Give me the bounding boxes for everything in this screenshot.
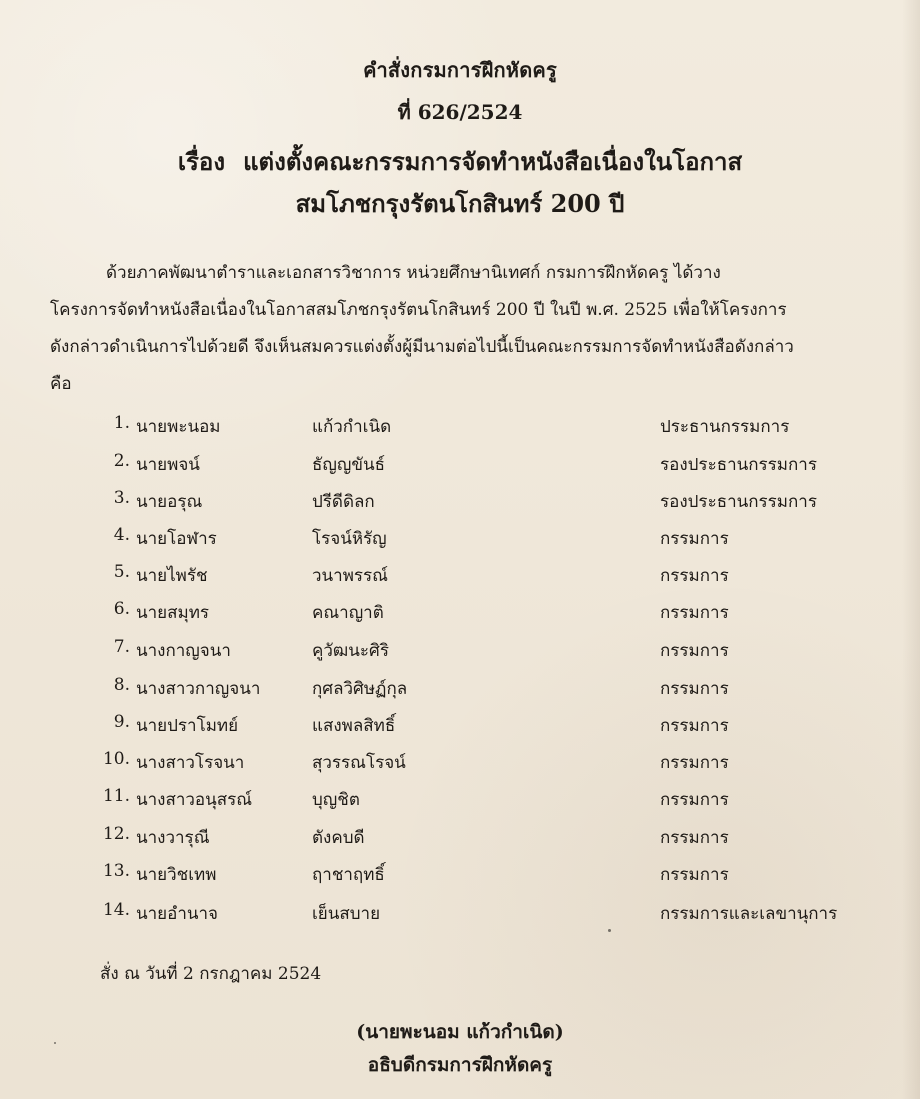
member-number: 10. — [102, 749, 130, 769]
member-name: นายวิชเทพ — [136, 865, 217, 885]
member-surname: ปรีดีดิลก — [312, 492, 375, 512]
member-number: 5. — [113, 562, 130, 582]
member-surname: โรจน์หิรัญ — [312, 529, 387, 549]
member-surname: ฤาชาฤทธิ์ — [312, 865, 385, 885]
subject-line — [0, 142, 920, 181]
signatory-name: (นายพะนอม แก้วกำเนิด) — [356, 1021, 564, 1043]
member-name: นายสมุทร — [136, 603, 210, 623]
committee-row — [0, 675, 920, 705]
member-surname: กุศลวิศิษฏ์กุล — [312, 679, 408, 699]
member-role: กรรมการ — [660, 716, 729, 736]
committee-row — [0, 451, 920, 481]
committee-row — [0, 637, 920, 667]
subject-prefix: เรื่อง — [177, 147, 226, 176]
member-name: นายพจน์ — [136, 455, 200, 475]
member-name: นางสาวกาญจนา — [136, 679, 261, 699]
member-surname: ตังคบดี — [312, 828, 365, 848]
document-title: คำสั่งกรมการฝึกหัดครู — [363, 58, 557, 82]
member-name: นางกาญจนา — [136, 641, 231, 661]
member-name: นางวารุณี — [136, 828, 210, 848]
member-number: 3. — [113, 488, 130, 508]
member-role: กรรมการ — [660, 641, 729, 661]
member-name: นายไพรัช — [136, 566, 208, 586]
member-role: กรรมการ — [660, 679, 729, 699]
member-role: กรรมการ — [660, 529, 729, 549]
member-number: 6. — [113, 599, 130, 619]
member-surname: แสงพลสิทธิ์ — [312, 716, 396, 736]
member-role: กรรมการ — [660, 790, 729, 810]
committee-row — [0, 525, 920, 555]
body-paragraph-line-2: โครงการจัดทำหนังสือเนื่องในโอกาสสมโภชกรุงรัตนโกสินทร์ 200 ปี ในปี พ.ศ. 2525 เพื่อให้โครงการ — [50, 300, 787, 320]
member-name: นายพะนอม — [136, 417, 221, 437]
subject-text-line-2: สมโภชกรุงรัตนโกสินทร์ 200 ปี — [295, 189, 625, 218]
member-role: กรรมการ — [660, 603, 729, 623]
subject-text-line-1: แต่งตั้งคณะกรรมการจัดทำหนังสือเนื่องในโอกาส — [243, 147, 743, 176]
member-surname: วนาพรรณ์ — [312, 566, 388, 586]
member-name: นายปราโมทย์ — [136, 716, 239, 736]
member-name: นายโอฬาร — [136, 529, 217, 549]
committee-row — [0, 824, 920, 854]
member-surname: แก้วกำเนิด — [312, 417, 392, 437]
member-number: 4. — [113, 525, 130, 545]
member-role: กรรมการ — [660, 566, 729, 586]
order-date: สั่ง ณ วันที่ 2 กรกฎาคม 2524 — [100, 964, 322, 984]
committee-row — [0, 413, 920, 443]
member-surname: ธัญญขันธ์ — [312, 455, 385, 475]
member-name: นางสาวโรจนา — [136, 753, 245, 773]
member-surname: บุญชิต — [312, 790, 360, 810]
member-role: ประธานกรรมการ — [660, 417, 790, 437]
member-role: กรรมการและเลขานุการ — [660, 904, 838, 924]
member-number: 9. — [113, 712, 130, 732]
member-surname: คูวัฒนะศิริ — [312, 641, 389, 661]
member-number: 8. — [113, 675, 130, 695]
member-surname: สุวรรณโรจน์ — [312, 753, 406, 773]
committee-row — [0, 861, 920, 891]
body-paragraph-line-3: ดังกล่าวดำเนินการไปด้วยดี จึงเห็นสมควรแต่งตั้งผู้มีนามต่อไปนี้เป็นคณะกรรมการจัดทำหนังสือดังกล่าว — [50, 337, 794, 357]
member-name: นายอำนาจ — [136, 904, 219, 924]
committee-row — [0, 488, 920, 518]
body-paragraph-line-1: ด้วยภาคพัฒนาตำราและเอกสารวิชาการ หน่วยศึกษานิเทศก์ กรมการฝึกหัดครู ได้วาง — [106, 263, 721, 283]
member-role: รองประธานกรรมการ — [660, 455, 817, 475]
member-surname: เย็นสบาย — [312, 904, 381, 924]
member-number: 14. — [102, 900, 130, 920]
committee-row — [0, 599, 920, 629]
member-role: กรรมการ — [660, 753, 729, 773]
signatory-title: อธิบดีกรมการฝึกหัดครู — [367, 1054, 553, 1076]
member-surname: คณาญาติ — [312, 603, 384, 623]
member-role: กรรมการ — [660, 828, 729, 848]
member-name: นายอรุณ — [136, 492, 203, 512]
committee-row — [0, 562, 920, 592]
member-name: นางสาวอนุสรณ์ — [136, 790, 253, 810]
member-number: 1. — [113, 413, 130, 433]
member-role: กรรมการ — [660, 865, 729, 885]
member-number: 7. — [113, 637, 130, 657]
member-role: รองประธานกรรมการ — [660, 492, 817, 512]
member-number: 12. — [102, 824, 130, 844]
member-number: 11. — [102, 786, 130, 806]
committee-row — [0, 749, 920, 779]
order-number: ที่ 626/2524 — [397, 100, 523, 124]
committee-row — [0, 712, 920, 742]
committee-row — [0, 900, 920, 930]
committee-row — [0, 786, 920, 816]
member-number: 13. — [102, 861, 130, 881]
body-paragraph-line-4: คือ — [50, 374, 72, 394]
member-number: 2. — [113, 451, 130, 471]
